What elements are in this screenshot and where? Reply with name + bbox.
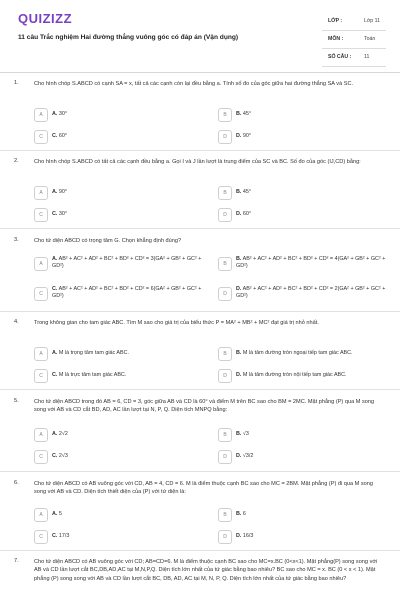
option-letter: A (34, 428, 48, 442)
option-label: A. (52, 511, 58, 517)
question-number: 5. (14, 398, 19, 404)
option-a[interactable] (34, 108, 200, 122)
question-text: Cho tứ diện ABCD có AB vuông góc với CD, AB = 4, CD = 6. M là điểm thuộc cạnh BC sao cho MC = 2BM. Mặt phẳng (P) đi qua M song song với AB và CD. Diện tích thiết diện của (P) với tứ diện là: (34, 481, 374, 496)
question-text: Cho tứ diện ABCD có trọng tâm G. Chọn khẳng định đúng? (34, 238, 182, 244)
option-value: 45° (242, 111, 252, 117)
option-value: 2√3 (58, 453, 68, 459)
meta-value: Lớp 11 (364, 18, 380, 24)
option-a[interactable] (34, 428, 200, 442)
question-text: Trong không gian cho tam giác ABC. Tìm M sao cho giá trị của biểu thức P = MA² + MB² + MC² đạt giá trị nhỏ nhất. (34, 320, 319, 326)
question-number: 3. (14, 237, 19, 243)
option-b[interactable] (218, 508, 384, 522)
option-letter: C (34, 369, 48, 383)
option-letter: C (34, 287, 48, 301)
option-letter: D (218, 450, 232, 464)
option-label: B. (236, 256, 242, 262)
option-letter: B (218, 186, 232, 200)
question-text: Cho tứ diện ABCD có AB vuông góc với CD; AB=CD=6. M là điểm thuộc cạnh BC sao cho MC=x.BC (0<x<1). Mặt phẳng(P) song song với AB và CD lần lượt cắt BC,DB,AD,AC tại M,N,P,Q. Diện tích lớn nhất của tứ giác bằng bao nhiêu? BC sao cho MC = x. BC (0 < x < 1). Mặt phẳng (P) song song với AB và CD lần lượt cắt BC, DB, AD, AC tại M, N, P, Q. Diện tích lớn nhất của tứ giác bằng bao nhiêu? (34, 559, 378, 582)
option-label: D. (236, 533, 242, 539)
option-value: M là tâm đường tròn ngoại tiếp tam giác ABC. (242, 350, 353, 356)
header (0, 0, 400, 66)
question-divider (0, 228, 400, 229)
option-label: C. (52, 453, 58, 459)
option-label: D. (236, 372, 242, 378)
option-label: C. (52, 133, 58, 139)
option-b[interactable] (218, 186, 384, 200)
option-letter: A (34, 257, 48, 271)
option-letter: B (218, 347, 232, 361)
option-label: A. (52, 431, 58, 437)
question-text: Cho hình chóp S.ABCD có tất cả các cạnh đều bằng a. Gọi I và J lần lượt là trung điểm của SC và BC. Số đo của góc (IJ,CD) bằng: (34, 159, 361, 165)
option-label: A. (52, 256, 58, 262)
option-d[interactable] (218, 208, 384, 222)
option-d[interactable] (218, 369, 384, 383)
option-label: B. (236, 189, 242, 195)
option-value: 60° (58, 133, 68, 139)
meta-key: SỐ CÂU : (328, 54, 352, 60)
question-divider (0, 471, 400, 472)
option-a[interactable] (34, 186, 200, 200)
meta-class (322, 13, 386, 31)
quizizz-logo: QUIZIZZ (18, 11, 73, 26)
question-text: Cho hình chóp S.ABCD có cạnh SA = x, tất cả các cạnh còn lại đều bằng a. Tính số đo của góc giữa hai đường thẳng SA và SC. (34, 81, 354, 87)
option-a[interactable] (34, 508, 200, 522)
option-value: M là trọng tâm tam giác ABC. (58, 350, 130, 356)
option-label: A. (52, 350, 58, 356)
option-value: 90° (58, 189, 68, 195)
option-label: A. (52, 111, 58, 117)
question-divider (0, 150, 400, 151)
option-value: M là tâm đường tròn nội tiếp tam giác ABC. (242, 372, 347, 378)
option-letter: A (34, 508, 48, 522)
option-label: C. (52, 372, 58, 378)
header-divider (0, 72, 400, 73)
option-label: B. (236, 350, 242, 356)
option-value: 45° (242, 189, 252, 195)
option-label: D. (236, 133, 242, 139)
question-divider (0, 550, 400, 551)
option-value: 6 (242, 511, 246, 517)
option-d[interactable] (218, 283, 384, 305)
option-a[interactable] (34, 253, 200, 275)
option-letter: A (34, 186, 48, 200)
option-letter: D (218, 287, 232, 301)
option-a[interactable] (34, 347, 200, 361)
question-divider (0, 311, 400, 312)
option-value: 30° (58, 211, 68, 217)
option-letter: D (218, 369, 232, 383)
option-value: 17/3 (58, 533, 70, 539)
option-value: 30° (58, 111, 68, 117)
option-c[interactable] (34, 283, 200, 305)
option-letter: A (34, 347, 48, 361)
option-b[interactable] (218, 428, 384, 442)
option-letter: A (34, 108, 48, 122)
option-label: C. (52, 286, 58, 292)
option-letter: B (218, 428, 232, 442)
option-value: 2√2 (58, 431, 68, 437)
option-label: B. (236, 431, 242, 437)
meta-value: 11 (364, 54, 370, 60)
question-divider (0, 389, 400, 390)
option-b[interactable] (218, 108, 384, 122)
option-b[interactable] (218, 347, 384, 361)
question-text: Cho tứ diện ABCD trong đó AB = 6, CD = 3, góc giữa AB và CD là 60° và điểm M trên BC sao cho BM = 2MC. Mặt phẳng (P) qua M song song với AB và CD cắt BD, AD, AC lần lượt tại N, P, Q. Diện tích MNPQ bằng: (34, 399, 375, 414)
option-value: AB² + AC² + AD² + BC² + BD² + CD² = 4(GA² + GB² + GC² + GD²) (236, 256, 386, 270)
option-letter: D (218, 530, 232, 544)
option-label: B. (236, 511, 242, 517)
option-letter: C (34, 530, 48, 544)
page-title: 11 câu Trắc nghiệm Hai đường thẳng vuông góc có đáp án (Vận dụng) (18, 34, 239, 41)
option-c[interactable] (34, 208, 200, 222)
option-d[interactable] (218, 130, 384, 144)
option-value: AB² + AC² + AD² + BC² + BD² + CD² = 6(GA² + GB² + GC² + GD²) (52, 286, 202, 300)
option-label: A. (52, 189, 58, 195)
option-label: C. (52, 533, 58, 539)
option-letter: D (218, 208, 232, 222)
question-number: 1. (14, 80, 19, 86)
meta-box (322, 13, 386, 67)
option-d[interactable] (218, 450, 384, 464)
option-c[interactable] (34, 369, 200, 383)
option-value: 60° (242, 211, 252, 217)
option-c[interactable] (34, 450, 200, 464)
option-letter: C (34, 208, 48, 222)
option-letter: D (218, 130, 232, 144)
option-value: 5 (58, 511, 62, 517)
meta-key: MÔN : (328, 36, 344, 42)
meta-key: LỚP : (328, 18, 343, 24)
question-number: 2. (14, 158, 19, 164)
option-value: 16/3 (242, 533, 254, 539)
option-letter: C (34, 130, 48, 144)
option-letter: B (218, 108, 232, 122)
option-label: D. (236, 211, 242, 217)
option-c[interactable] (34, 130, 200, 144)
meta-value: Toán (364, 36, 376, 42)
option-value: M là trực tâm tam giác ABC. (58, 372, 127, 378)
option-value: √3/2 (242, 453, 254, 459)
option-value: √3 (242, 431, 249, 437)
option-label: B. (236, 111, 242, 117)
meta-subject (322, 31, 386, 49)
question-number: 7. (14, 558, 19, 564)
option-letter: C (34, 450, 48, 464)
option-label: D. (236, 286, 242, 292)
question-number: 6. (14, 480, 19, 486)
option-b[interactable] (218, 253, 384, 275)
option-value: AB² + AC² + AD² + BC² + BD² + CD² = 2(GA² + GB² + GC² + GD²) (236, 286, 386, 300)
option-d[interactable] (218, 530, 384, 544)
option-c[interactable] (34, 530, 200, 544)
option-label: C. (52, 211, 58, 217)
option-letter: B (218, 257, 232, 271)
option-value: 90° (242, 133, 252, 139)
option-label: D. (236, 453, 242, 459)
option-letter: B (218, 508, 232, 522)
option-value: AB² + AC² + AD² + BC² + BD² + CD² = 3(GA² + GB² + GC² + GD²) (52, 256, 202, 270)
question-number: 4. (14, 319, 19, 325)
meta-count (322, 49, 386, 67)
